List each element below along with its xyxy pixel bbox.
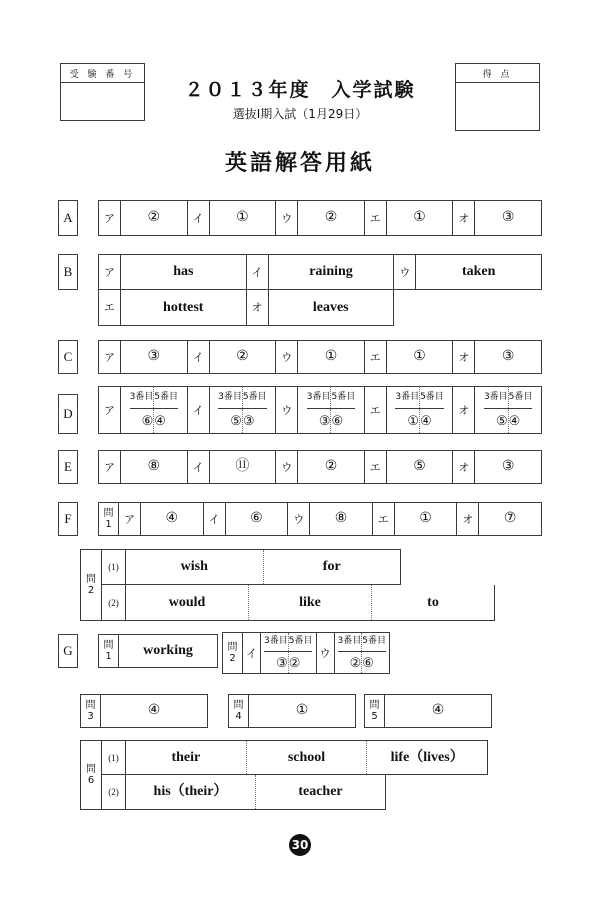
section-g-q2-row [222, 632, 390, 674]
order-head-fifth: 5番目 [331, 391, 356, 402]
answer-e-5[interactable]: ③ [501, 459, 515, 474]
question-label-number: 2 [87, 585, 95, 596]
question-label-kanji: 問 [369, 699, 380, 711]
section-g-q4-row [228, 694, 356, 728]
answer-e-3[interactable]: ② [298, 451, 365, 483]
order-head-fifth: 5番目 [154, 391, 179, 402]
question-label-number: 3 [87, 711, 94, 722]
answer-g-q3[interactable]: ④ [147, 703, 161, 718]
answer-a-5[interactable]: ③ [501, 210, 515, 225]
score-box-label: 得 点 [456, 64, 539, 83]
answer-g-i-third[interactable]: ③ [276, 652, 289, 674]
answer-f-q2-2-3[interactable]: to [427, 594, 439, 610]
order-head-fifth: 5番目 [508, 391, 533, 402]
order-head-third: 3番目 [484, 387, 509, 408]
section-g-q1-row [98, 634, 218, 668]
marker-u: ウ [276, 451, 298, 483]
answer-d-u-fifth[interactable]: ⑥ [331, 413, 344, 429]
section-letter-f: F [58, 502, 78, 536]
answer-c-3[interactable]: ① [298, 341, 365, 373]
answer-d-a-fifth[interactable]: ④ [154, 413, 166, 429]
order-head-fifth: 5番目 [288, 636, 313, 647]
answer-c-4[interactable]: ① [387, 341, 454, 373]
marker-e: エ [365, 451, 387, 483]
question-label-g-5 [365, 695, 385, 727]
answer-f-q2-2-2[interactable]: like [249, 585, 372, 620]
answer-g-q6-2-1[interactable]: his（their） [126, 775, 256, 809]
answer-g-u-third[interactable]: ② [350, 652, 363, 674]
answer-c-1[interactable]: ③ [121, 341, 188, 373]
order-group-d-a [121, 387, 188, 433]
marker-e: エ [373, 503, 395, 535]
sub-label-2: (2) [102, 775, 126, 809]
answer-b-5[interactable]: leaves [312, 299, 349, 315]
order-head-third: 3番目 [338, 633, 363, 651]
section-d-row [98, 386, 542, 434]
marker-i: イ [243, 633, 261, 673]
answer-b-1[interactable]: has [121, 255, 247, 289]
question-label-kanji: 問 [86, 763, 96, 775]
question-label-number: 5 [371, 711, 378, 722]
marker-u: ウ [317, 633, 335, 673]
answer-g-q6-2-2[interactable]: teacher [298, 784, 343, 799]
sub-label-1: (1) [102, 550, 126, 584]
order-group-g-i [261, 633, 317, 673]
marker-u: ウ [394, 255, 416, 289]
marker-e: エ [365, 341, 387, 373]
sub-label-1: (1) [102, 741, 126, 774]
answer-e-4[interactable]: ⑤ [387, 451, 454, 483]
section-g-q5-row [364, 694, 492, 728]
answer-g-i-fifth[interactable]: ② [288, 654, 301, 670]
page-title: 英語解答用紙 [224, 150, 375, 176]
marker-o: オ [453, 201, 475, 235]
section-b-row2 [98, 290, 394, 326]
section-c-row [98, 340, 542, 374]
order-head-third: 3番目 [218, 387, 243, 408]
marker-u: ウ [276, 201, 298, 235]
answer-a-3[interactable]: ② [298, 201, 365, 235]
question-label-kanji: 問 [103, 507, 114, 519]
answer-c-5[interactable]: ③ [501, 349, 515, 364]
marker-u: ウ [276, 341, 298, 373]
answer-g-q1[interactable]: working [143, 643, 193, 658]
marker-i: イ [247, 255, 269, 289]
marker-i: イ [188, 451, 210, 483]
answer-b-4[interactable]: hottest [121, 290, 247, 325]
marker-o: オ [453, 451, 475, 483]
answer-f-q2-1-1[interactable]: wish [126, 550, 264, 584]
answer-b-2[interactable]: raining [269, 255, 395, 289]
marker-a: ア [99, 451, 121, 483]
marker-o: オ [247, 290, 269, 325]
marker-a: ア [99, 201, 121, 235]
order-head-fifth: 5番目 [420, 391, 444, 402]
question-label-kanji: 問 [85, 699, 96, 711]
marker-a: ア [99, 387, 121, 433]
answer-d-a-third[interactable]: ⑥ [142, 409, 155, 434]
answer-g-q6-1-2[interactable]: school [247, 741, 368, 774]
section-b-row1 [98, 254, 542, 290]
order-head-third: 3番目 [130, 387, 155, 408]
marker-e: エ [365, 201, 387, 235]
answer-e-2[interactable]: ⑪ [210, 451, 277, 483]
section-letter-g: G [58, 634, 78, 668]
marker-o: オ [453, 387, 475, 433]
answer-d-e-fifth[interactable]: ④ [420, 413, 432, 429]
question-label-g-6 [80, 740, 102, 810]
answer-g-u-fifth[interactable]: ⑥ [362, 654, 374, 670]
answer-a-4[interactable]: ① [387, 201, 454, 235]
marker-i: イ [188, 341, 210, 373]
page-number-badge: 30 [289, 834, 311, 856]
section-g-q6-row2 [102, 775, 386, 810]
section-letter-c: C [58, 340, 78, 374]
marker-u: ウ [276, 387, 298, 433]
answer-f-3[interactable]: ⑧ [310, 503, 373, 535]
question-label-number: 6 [87, 775, 95, 786]
marker-e: エ [99, 290, 121, 325]
question-label-g-3 [81, 695, 101, 727]
question-label-g-4 [229, 695, 249, 727]
answer-d-o-third[interactable]: ⑤ [496, 409, 509, 434]
question-label-g-1 [99, 635, 119, 667]
answer-g-q6-1-3[interactable]: life（lives） [390, 749, 464, 765]
section-f-q1-row [98, 502, 542, 536]
question-label-kanji: 問 [103, 639, 114, 651]
answer-a-1[interactable]: ② [121, 201, 188, 235]
section-g-q6-row1 [102, 740, 488, 775]
question-label-number: 1 [105, 519, 112, 530]
marker-a: ア [99, 341, 121, 373]
exam-id-box-label: 受 験 番 号 [61, 64, 144, 83]
section-f-q2-row1 [102, 549, 401, 585]
section-a-row [98, 200, 542, 236]
answer-b-3[interactable]: taken [461, 264, 496, 279]
exam-title: ２０１３年度 入学試験 [184, 79, 416, 101]
answer-d-i-fifth[interactable]: ③ [242, 413, 255, 429]
order-head-fifth: 5番目 [362, 636, 386, 647]
question-label-g-2 [223, 633, 243, 673]
marker-o: オ [457, 503, 479, 535]
answer-g-q4[interactable]: ① [295, 703, 309, 718]
marker-a: ア [99, 255, 121, 289]
marker-u: ウ [288, 503, 310, 535]
sub-label-2: (2) [102, 585, 126, 620]
section-letter-b: B [58, 254, 78, 290]
order-head-third: 3番目 [395, 387, 420, 408]
answer-f-4[interactable]: ① [395, 503, 458, 535]
exam-subtitle: 選抜Ⅰ期入試（1月29日） [232, 107, 368, 121]
answer-d-e-third[interactable]: ① [407, 409, 420, 434]
marker-e: エ [365, 387, 387, 433]
order-head-third: 3番目 [264, 633, 289, 651]
section-f-q2-row2 [102, 585, 495, 621]
marker-a: ア [119, 503, 141, 535]
question-label-kanji: 問 [233, 699, 244, 711]
marker-o: オ [453, 341, 475, 373]
marker-i: イ [204, 503, 226, 535]
answer-d-u-third[interactable]: ③ [319, 409, 332, 434]
section-letter-a: A [58, 200, 78, 236]
order-head-third: 3番目 [307, 387, 332, 408]
order-head-fifth: 5番目 [242, 391, 267, 402]
answer-g-q6-1-1[interactable]: their [126, 741, 247, 774]
answer-g-q5[interactable]: ④ [431, 703, 445, 718]
order-group-d-i [210, 387, 277, 433]
answer-e-1[interactable]: ⑧ [121, 451, 188, 483]
question-label-kanji: 問 [227, 641, 238, 653]
answer-c-2[interactable]: ② [210, 341, 277, 373]
question-label-number: 2 [229, 653, 236, 664]
answer-f-5[interactable]: ⑦ [503, 511, 517, 526]
question-label-f-1 [99, 503, 119, 535]
answer-f-2[interactable]: ⑥ [226, 503, 289, 535]
section-letter-d: D [58, 394, 78, 434]
section-e-row [98, 450, 542, 484]
order-group-g-u [335, 633, 390, 673]
marker-i: イ [188, 201, 210, 235]
order-group-d-o [475, 387, 541, 433]
question-label-number: 1 [105, 651, 112, 662]
order-group-d-e [387, 387, 454, 433]
section-g-q3-row [80, 694, 208, 728]
question-label-number: 4 [235, 711, 242, 722]
question-label-f-2 [80, 549, 102, 621]
answer-d-o-fifth[interactable]: ④ [508, 413, 521, 429]
answer-d-i-third[interactable]: ⑤ [230, 409, 243, 434]
question-label-kanji: 問 [86, 573, 96, 585]
answer-f-q2-2-1[interactable]: would [126, 585, 249, 620]
answer-f-q2-1-2[interactable]: for [322, 559, 341, 574]
order-group-d-u [298, 387, 365, 433]
answer-f-1[interactable]: ④ [141, 503, 204, 535]
marker-i: イ [188, 387, 210, 433]
answer-a-2[interactable]: ① [210, 201, 277, 235]
section-letter-e: E [58, 450, 78, 484]
